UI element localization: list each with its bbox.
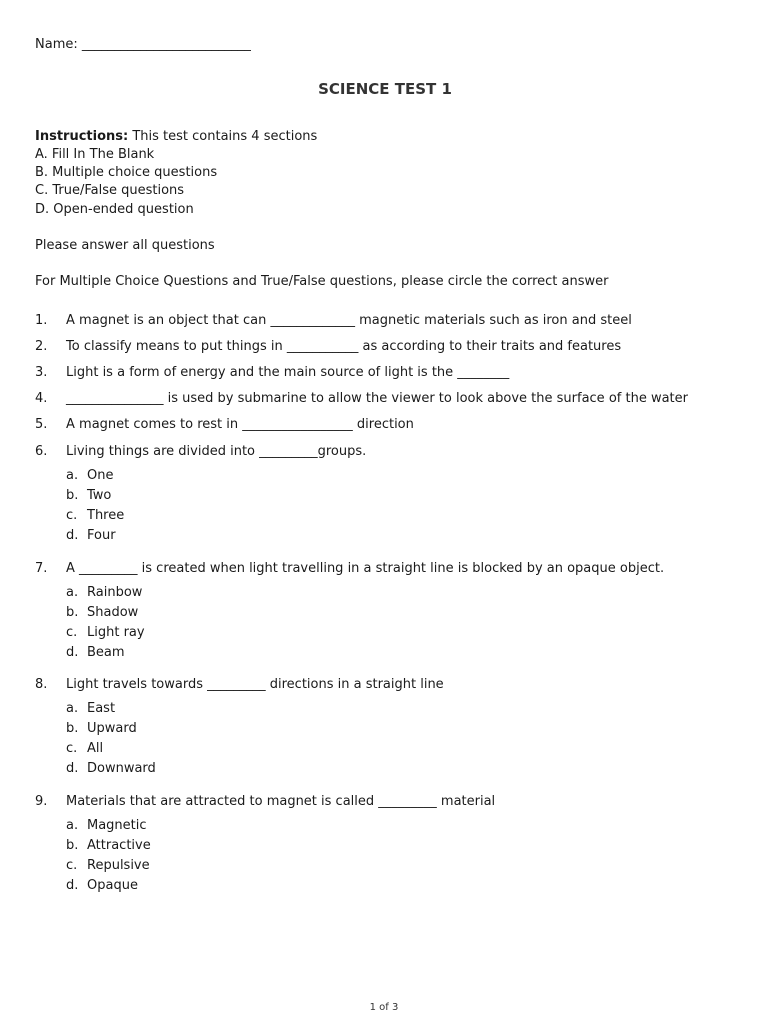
answer-option[interactable] xyxy=(66,761,156,777)
option-text: Rainbow xyxy=(87,585,143,600)
answer-option[interactable] xyxy=(66,838,151,854)
question-number: 6. xyxy=(35,444,48,459)
answer-option[interactable] xyxy=(66,721,137,737)
question-9 xyxy=(35,794,495,810)
answer-option[interactable] xyxy=(66,528,116,544)
answer-option[interactable] xyxy=(66,508,124,524)
option-text: Attractive xyxy=(87,838,151,853)
answer-option[interactable] xyxy=(66,488,111,504)
question-number: 3. xyxy=(35,365,48,380)
question-text: Materials that are attracted to magnet is called _________ material xyxy=(66,794,496,809)
question-text: _______________ is used by submarine to allow the viewer to look above the surface of the water xyxy=(66,391,688,406)
option-letter: b. xyxy=(66,605,79,620)
option-letter: b. xyxy=(66,838,79,853)
question-text: Light is a form of energy and the main source of light is the ________ xyxy=(66,365,510,380)
question-number: 9. xyxy=(35,794,48,809)
question-4 xyxy=(35,391,688,407)
option-text: Magnetic xyxy=(87,818,147,833)
answer-option[interactable] xyxy=(66,645,125,661)
answer-option[interactable] xyxy=(66,858,150,874)
page-number: 1 of 3 xyxy=(369,1002,399,1013)
question-text: A _________ is created when light travelling in a straight line is blocked by an opaque object. xyxy=(66,561,665,576)
question-1 xyxy=(35,313,632,329)
option-letter: c. xyxy=(66,625,78,640)
option-letter: a. xyxy=(66,585,79,600)
question-8 xyxy=(35,677,444,693)
option-letter: a. xyxy=(66,701,79,716)
question-3 xyxy=(35,365,509,381)
option-letter: d. xyxy=(66,528,79,543)
option-letter: b. xyxy=(66,488,79,503)
option-letter: a. xyxy=(66,818,79,833)
section-item: B. Multiple choice questions xyxy=(35,165,218,180)
option-text: Two xyxy=(87,488,112,503)
question-7 xyxy=(35,561,664,577)
answer-option[interactable] xyxy=(66,818,147,834)
option-text: Repulsive xyxy=(87,858,150,873)
section-item: C. True/False questions xyxy=(35,183,185,198)
answer-option[interactable] xyxy=(66,468,113,484)
answer-option[interactable] xyxy=(66,701,115,717)
answer-all-note: Please answer all questions xyxy=(35,238,215,253)
question-number: 7. xyxy=(35,561,48,576)
option-letter: d. xyxy=(66,878,79,893)
option-text: Beam xyxy=(87,645,125,660)
option-letter: d. xyxy=(66,761,79,776)
option-letter: c. xyxy=(66,508,78,523)
question-number: 8. xyxy=(35,677,48,692)
option-text: Four xyxy=(87,528,116,543)
question-number: 5. xyxy=(35,417,48,432)
answer-option[interactable] xyxy=(66,741,103,757)
answer-option[interactable] xyxy=(66,878,138,894)
option-text: Three xyxy=(87,508,125,523)
option-text: Downward xyxy=(87,761,156,776)
answer-option[interactable] xyxy=(66,625,145,641)
option-text: Light ray xyxy=(87,625,145,640)
instructions-line xyxy=(35,129,317,145)
option-text: One xyxy=(87,468,114,483)
page-title: SCIENCE TEST 1 xyxy=(318,80,452,98)
question-number: 2. xyxy=(35,339,48,354)
question-5 xyxy=(35,417,414,433)
name-field-line: Name: __________________________ xyxy=(35,37,251,52)
question-text: Living things are divided into _________groups. xyxy=(66,444,367,459)
answer-option[interactable] xyxy=(66,585,142,601)
option-text: Opaque xyxy=(87,878,138,893)
option-text: Upward xyxy=(87,721,137,736)
section-item: A. Fill In The Blank xyxy=(35,147,155,162)
option-letter: b. xyxy=(66,721,79,736)
option-letter: c. xyxy=(66,741,78,756)
question-6 xyxy=(35,444,366,460)
instructions-text: This test contains 4 sections xyxy=(128,129,318,144)
question-text: Light travels towards _________ directions in a straight line xyxy=(66,677,444,692)
option-text: Shadow xyxy=(87,605,139,620)
circle-answer-note: For Multiple Choice Questions and True/False questions, please circle the correct answer xyxy=(35,274,609,289)
question-number: 4. xyxy=(35,391,48,406)
option-text: East xyxy=(87,701,116,716)
instructions-label: Instructions: xyxy=(35,129,129,144)
answer-option[interactable] xyxy=(66,605,138,621)
question-2 xyxy=(35,339,621,355)
option-letter: c. xyxy=(66,858,78,873)
section-item: D. Open-ended question xyxy=(35,202,194,217)
question-text: To classify means to put things in ___________ as according to their traits and features xyxy=(66,339,622,354)
option-letter: d. xyxy=(66,645,79,660)
question-text: A magnet comes to rest in _________________ direction xyxy=(66,417,414,432)
option-text: All xyxy=(87,741,104,756)
option-letter: a. xyxy=(66,468,79,483)
question-number: 1. xyxy=(35,313,48,328)
question-text: A magnet is an object that can _____________ magnetic materials such as iron and steel xyxy=(66,313,632,328)
document-page xyxy=(35,0,735,1024)
